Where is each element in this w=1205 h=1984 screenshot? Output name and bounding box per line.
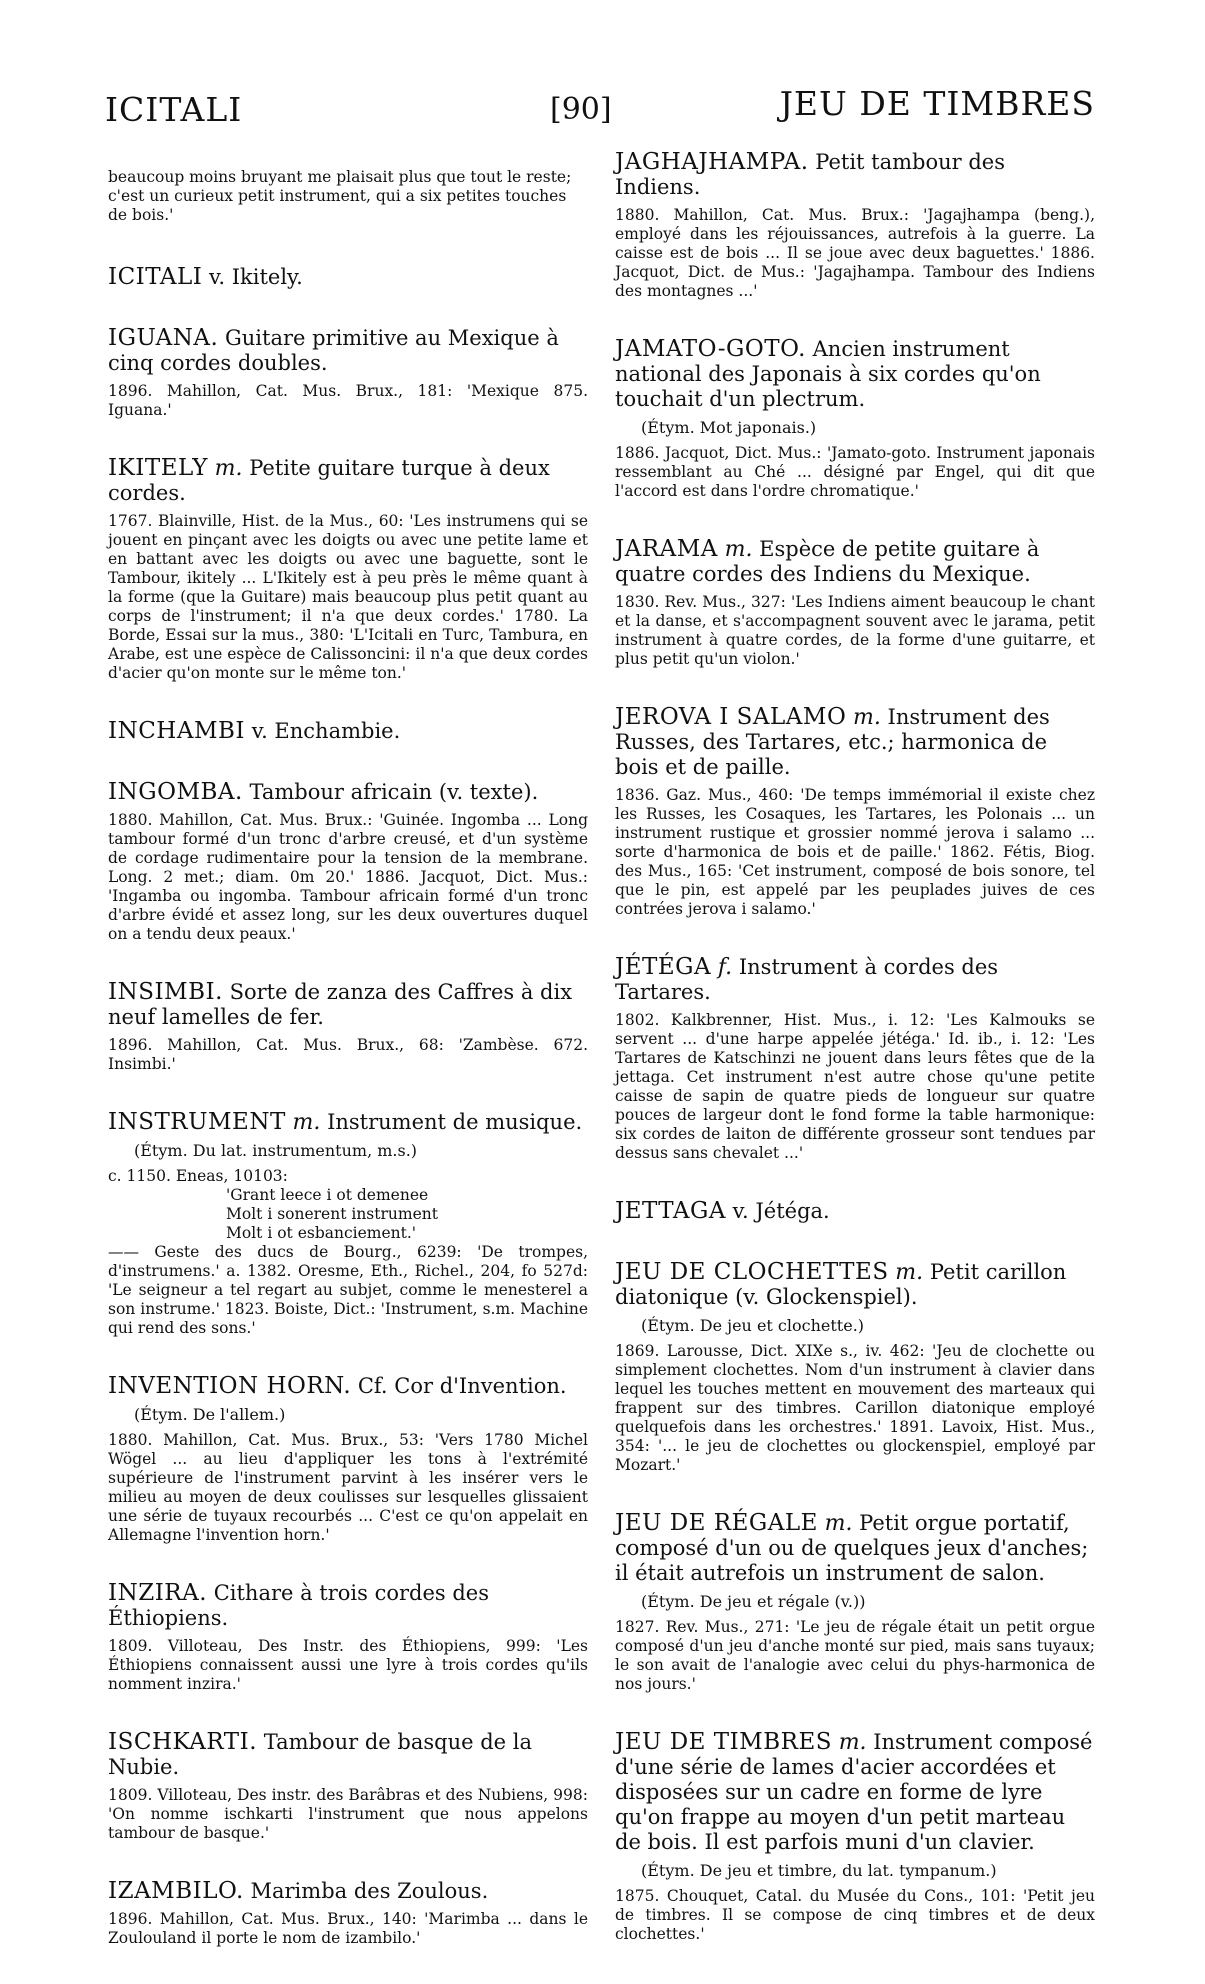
etymology: (Étym. De jeu et timbre, du lat. tympanum.) bbox=[641, 1861, 997, 1880]
headword: JEU DE RÉGALE bbox=[615, 1510, 818, 1536]
headword: JEU DE CLOCHETTES bbox=[615, 1259, 889, 1285]
entry-invention-horn bbox=[108, 1374, 588, 1545]
citation: 1809. Villoteau, Des Instr. des Éthiopiens, 999: 'Les Éthiopiens connaissent aussi une lyre à trois cordes qu'ils nomment inzira.' bbox=[108, 1636, 588, 1693]
verse-line: 'Grant leece i ot demenee bbox=[226, 1185, 429, 1204]
headword: JAGHAJHAMPA. bbox=[615, 149, 809, 175]
etymology: (Étym. De jeu et clochette.) bbox=[641, 1316, 865, 1335]
entry-jettaga bbox=[615, 1199, 1095, 1224]
headword: JARAMA bbox=[615, 536, 718, 562]
definition: Petit tambour des Indiens. bbox=[615, 150, 1006, 199]
citation: 1809. Villoteau, Des instr. des Barâbras et des Nubiens, 998: 'On nomme ischkarti l'instrument que nous appelons tambour de basque.' bbox=[108, 1785, 588, 1842]
definition: Instrument de musique. bbox=[327, 1109, 583, 1134]
citation: 1869. Larousse, Dict. XIXe s., iv. 462: 'Jeu de clochette ou simplement clochettes. Nom d'un instrument à clavier dans lequel les touches mettent en mouvement des marteaux qui frappent sur des timbres. Carillon diatonique employé quelquefois dans les orchestres.' 1891. Lavoix, Hist. Mus., 354: '... le jeu de clochettes ou glockenspiel, employé par Mozart.' bbox=[615, 1342, 1095, 1474]
citation: —— Geste des ducs de Bourg., 6239: 'De trompes, d'instrumens.' a. 1382. Oresme, Eth., Richel., 204, fo 527d: 'Le seigneur a tel regart au subjet, comme le menesterel a son instrume.' 1823. Boiste, Dict.: 'Instrument, s.m. Machine qui rend des sons.' bbox=[108, 1242, 588, 1337]
entry-jeu-de-clochettes bbox=[615, 1260, 1095, 1475]
headword: IGUANA. bbox=[108, 324, 219, 351]
running-header bbox=[105, 82, 1095, 138]
continued-text: beaucoup moins bruyant me plaisait plus que tout le reste; c'est un curieux petit instrument, qui a six petites touches de bois.' bbox=[108, 167, 572, 224]
verse-quotation bbox=[108, 1167, 588, 1243]
entry-icitali bbox=[108, 265, 588, 290]
citation: 1886. Jacquot, Dict. Mus.: 'Jamato-goto. Instrument japonais ressemblant au Ché ... désigné par Engel, qui dit que l'accord est dans l'ordre chromatique.' bbox=[615, 444, 1095, 500]
headword: INZIRA. bbox=[108, 1579, 208, 1606]
entry-jerova-i-salamo bbox=[615, 705, 1095, 919]
definition: Instrument des Russes, des Tartares, etc.; harmonica de bois et de paille. bbox=[615, 705, 1050, 779]
entry-inzira bbox=[108, 1581, 588, 1694]
entry-ischkarti bbox=[108, 1730, 588, 1843]
definition: Sorte de zanza des Caffres à dix neuf lamelles de fer. bbox=[108, 979, 573, 1029]
headword: JÉTÉGA bbox=[615, 954, 712, 980]
citation: 1827. Rev. Mus., 271: 'Le jeu de régale était un petit orgue composé d'un jeu d'anche monté sur pied, mais sans tuyaux; le son avait de l'analogie avec celui du phys-harmonica de nos jours.' bbox=[615, 1618, 1095, 1693]
definition: Tambour de basque de la Nubie. bbox=[108, 1729, 532, 1779]
grammar-tag: m. bbox=[724, 537, 753, 562]
grammar-tag: m. bbox=[292, 1109, 321, 1135]
verse-line: Molt i sonerent instrument bbox=[226, 1204, 438, 1223]
headword: JEU DE TIMBRES bbox=[615, 1729, 832, 1755]
entry-ingomba bbox=[108, 780, 588, 944]
headword: INGOMBA. bbox=[108, 778, 243, 805]
definition: v. Enchambie. bbox=[251, 718, 401, 743]
citation: 1896. Mahillon, Cat. Mus. Brux., 181: 'Mexique 875. Iguana.' bbox=[108, 381, 588, 419]
grammar-tag: m. bbox=[853, 705, 881, 730]
definition: Cf. Cor d'Invention. bbox=[357, 1373, 567, 1398]
etymology: (Étym. Mot japonais.) bbox=[641, 418, 817, 437]
entry-inchambi bbox=[108, 719, 588, 744]
citation: 1896. Mahillon, Cat. Mus. Brux., 140: 'Marimba ... dans le Zoulouland il porte le nom de izambilo.' bbox=[108, 1909, 588, 1947]
etymology: (Étym. Du lat. instrumentum, m.s.) bbox=[134, 1140, 418, 1160]
citation: 1830. Rev. Mus., 327: 'Les Indiens aiment beaucoup le chant et la danse, et s'accompagnent souvent avec le jarama, petit instrument à quatre cordes, de la forme d'une guitarre, et plus petit qu'un violon.' bbox=[615, 593, 1095, 668]
definition: v. Jétéga. bbox=[732, 1199, 830, 1223]
entry-iguana bbox=[108, 326, 588, 420]
header-right-guideword: JEU DE TIMBRES bbox=[779, 84, 1095, 123]
headword: JETTAGA bbox=[615, 1198, 726, 1224]
definition: Espèce de petite guitare à quatre cordes des Indiens du Mexique. bbox=[615, 537, 1040, 586]
grammar-tag: m. bbox=[214, 455, 243, 481]
entry-jeu-de-timbres bbox=[615, 1730, 1095, 1944]
grammar-tag: m. bbox=[838, 1730, 867, 1755]
grammar-tag: m. bbox=[895, 1260, 924, 1285]
verse-line: Molt i ot esbanciement.' bbox=[226, 1223, 417, 1242]
definition: Petit orgue portatif, composé d'un ou de quelques jeux d'anches; il était autrefois un instrument de salon. bbox=[615, 1511, 1089, 1585]
right-column bbox=[615, 150, 1095, 1980]
entry-jetega bbox=[615, 955, 1095, 1163]
definition: Petit carillon diatonique (v. Glockenspiel). bbox=[615, 1260, 1067, 1309]
entry-jarama bbox=[615, 537, 1095, 669]
definition: Ancien instrument national des Japonais à six cordes qu'on touchait d'un plectrum. bbox=[615, 337, 1041, 411]
grammar-tag: f. bbox=[717, 955, 733, 980]
headword: IZAMBILO. bbox=[108, 1877, 244, 1904]
definition: Petite guitare turque à deux cordes. bbox=[108, 455, 550, 505]
entry-jaghajhampa bbox=[615, 150, 1095, 301]
headword: INSIMBI. bbox=[108, 978, 223, 1005]
entry-jeu-de-regale bbox=[615, 1511, 1095, 1694]
headword: INCHAMBI bbox=[108, 717, 246, 744]
definition: Guitare primitive au Mexique à cinq cordes doubles. bbox=[108, 325, 559, 375]
headword: JEROVA I SALAMO bbox=[615, 704, 847, 730]
headword: ICITALI bbox=[108, 263, 203, 290]
definition: Marimba des Zoulous. bbox=[250, 1878, 489, 1903]
citation: 1880. Mahillon, Cat. Mus. Brux., 53: 'Vers 1780 Michel Wögel ... au lieu d'appliquer les tons à l'extrémité supérieure de l'instrument parvint à les insérer vers le milieu au moyen de deux coulisses sur lesquelles glissaient une série de tuyaux recourbés ... C'est ce qu'on appelait en Allemagne l'invention horn.' bbox=[108, 1430, 588, 1544]
entry-insimbi bbox=[108, 980, 588, 1074]
headword: JAMATO-GOTO. bbox=[615, 336, 806, 362]
citation: 1836. Gaz. Mus., 460: 'De temps immémorial il existe chez les Russes, les Cosaques, les Tartares, les Polonais ... un instrument rustique et grossier nommé jerova i salamo ... sorte d'harmonica de bois et de paille.' 1862. Fétis, Biog. des Mus., 165: 'Cet instrument, composé de bois sonore, tel que le pin, est appelé par les peuplades juives de ces contrées jerova i salamo.' bbox=[615, 786, 1095, 918]
headword: IKITELY bbox=[108, 454, 208, 481]
entry-ikitely bbox=[108, 456, 588, 683]
citation: 1896. Mahillon, Cat. Mus. Brux., 68: 'Zambèse. 672. Insimbi.' bbox=[108, 1035, 588, 1073]
verse-line: c. 1150. Eneas, 10103: bbox=[108, 1166, 288, 1185]
definition: v. Ikitely. bbox=[209, 264, 303, 289]
citation: 1880. Mahillon, Cat. Mus. Brux.: 'Jagajhampa (beng.), employé dans les réjouissances, autrefois à la guerre. La caisse est de bois ... Il se joue avec deux baguettes.' 1886. Jacquot, Dict. de Mus.: 'Jagajhampa. Tambour des Indiens des montagnes ...' bbox=[615, 206, 1095, 300]
header-left-guideword: ICITALI bbox=[105, 90, 243, 129]
headword: INVENTION HORN. bbox=[108, 1372, 352, 1399]
entry-izambilo bbox=[108, 1879, 588, 1948]
headword: ISCHKARTI. bbox=[108, 1728, 258, 1755]
grammar-tag: m. bbox=[824, 1511, 853, 1536]
citation: 1880. Mahillon, Cat. Mus. Brux.: 'Guinée. Ingomba ... Long tambour formé d'un tronc d'arbre creusé, et d'un système de cordage rudimentaire pour la tension de la membrane. Long. 2 met.; diam. 0m 20.' 1886. Jacquot, Dict. Mus.: 'Ingamba ou ingomba. Tambour africain formé d'un tronc d'arbre évidé et assez long, sur les deux ouvertures duquel on a tendu deux peaux.' bbox=[108, 810, 588, 943]
entry-jamato-goto bbox=[615, 337, 1095, 501]
definition: Instrument à cordes des Tartares. bbox=[615, 955, 999, 1004]
page-number: [90] bbox=[550, 92, 612, 127]
citation: 1767. Blainville, Hist. de la Mus., 60: 'Les instrumens qui se jouent en pinçant avec les doigts ou avec une petite lame et en battant avec les doigts ou avec une baguette, sont le Tambour, ikitely ... L'Ikitely est à peu près le même quant à la forme (que la Guitare) mais beaucoup plus petit quant au corps de l'instrument; il n'a que deux cordes.' 1780. La Borde, Essai sur la mus., 380: 'L'Icitali en Turc, Tambura, en Arabe, est une espèce de Calissoncini: il n'a que deux cordes d'acier qu'on monte sur le même ton.' bbox=[108, 511, 588, 682]
left-column bbox=[108, 152, 588, 1984]
headword: INSTRUMENT bbox=[108, 1108, 286, 1135]
entry-instrument bbox=[108, 1110, 588, 1338]
etymology: (Étym. De jeu et régale (v.)) bbox=[641, 1592, 866, 1611]
definition: Cithare à trois cordes des Éthiopiens. bbox=[108, 1580, 490, 1630]
citation: 1875. Chouquet, Catal. du Musée du Cons., 101: 'Petit jeu de timbres. Il se compose de cinq timbres et de deux clochettes.' bbox=[615, 1887, 1095, 1943]
definition: Instrument composé d'une série de lames d'acier accordées et disposées sur un cadre en forme de lyre qu'on frappe au moyen d'un petit marteau de bois. Il est parfois muni d'un clavier. bbox=[615, 1730, 1093, 1854]
citation: 1802. Kalkbrenner, Hist. Mus., i. 12: 'Les Kalmouks se servent ... d'une harpe appelée jétéga.' Id. ib., i. 12: 'Les Tartares de Katschinzi ne jouent dans leurs fêtes que de la jettaga. Cet instrument n'est autre chose qu'une petite caisse de sapin de quatre pieds de longueur sur quatre pouces de largeur dont le fond forme la table harmonique: six cordes de laiton de différente grosseur sont tendues par dessus sans chevalet ...' bbox=[615, 1011, 1095, 1162]
etymology: (Étym. De l'allem.) bbox=[134, 1404, 286, 1424]
definition: Tambour africain (v. texte). bbox=[249, 779, 539, 804]
